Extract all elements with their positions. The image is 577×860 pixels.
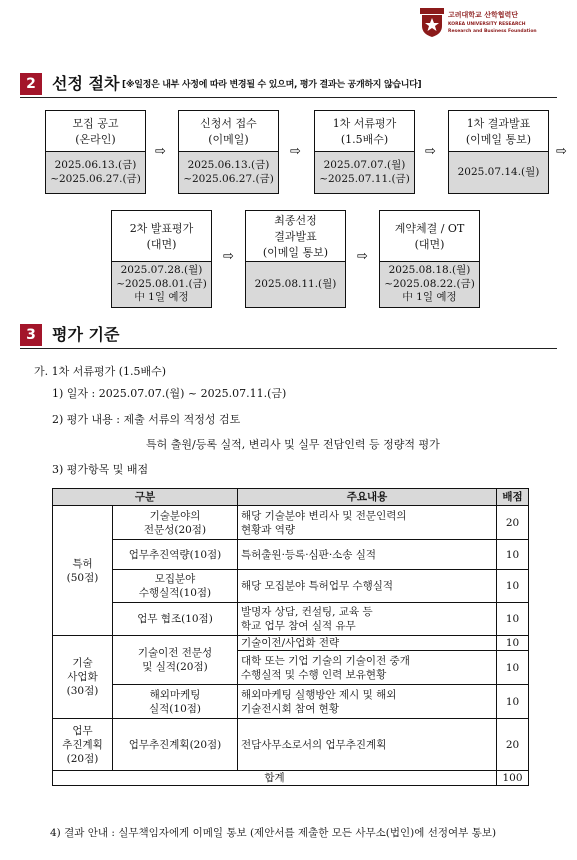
process-step xyxy=(178,110,279,194)
item-cell xyxy=(113,636,238,685)
description-cell-line: 수행실적 및 수행 인력 보유현황 xyxy=(241,668,387,681)
step-title-line: 최종선정 xyxy=(274,214,317,227)
item-cell-line: 기술분야의 xyxy=(149,509,201,522)
category-cell-line: 기술 xyxy=(72,657,93,669)
step-date-line: ~2025.06.27.(금) xyxy=(183,172,274,185)
item-cell xyxy=(113,685,238,719)
item-cell-line: 실적(10점) xyxy=(149,702,201,715)
description-cell-line: 해당 기술분야 변리사 및 전문인력의 xyxy=(241,509,407,522)
step-date-line: 中 1일 예정 xyxy=(402,291,457,304)
step-dates xyxy=(380,261,479,307)
right-arrow-icon: ⇨ xyxy=(425,144,436,159)
item-cell-line: 수행실적(10점) xyxy=(138,587,212,599)
description-cell xyxy=(238,506,497,540)
description-cell xyxy=(238,719,497,771)
category-cell-line: (30점) xyxy=(66,685,99,697)
table-row xyxy=(53,570,529,603)
item-cell-line: 전문성(20점) xyxy=(143,523,207,536)
step-title-line: (1.5배수) xyxy=(340,133,389,146)
header-points: 배점 xyxy=(497,489,529,506)
section-title: 평가 기준 xyxy=(52,325,120,344)
item-cell xyxy=(113,506,238,540)
item-cell-line: 업무추진계획(20점) xyxy=(128,738,222,751)
category-cell-line: 업무 xyxy=(72,724,93,737)
item-cell-line: 모집분야 xyxy=(154,573,196,585)
logo-name-en1: KOREA UNIVERSITY RESEARCH xyxy=(448,22,526,27)
eval-content-cont: 특허 출원/등록 실적, 변리사 및 실무 전담인력 등 정량적 평가 xyxy=(146,438,440,451)
category-cell xyxy=(53,506,113,636)
header-category: 구분 xyxy=(53,489,238,506)
step-title-line: 모집 공고 xyxy=(72,117,119,130)
step-title-line: 신청서 접수 xyxy=(200,117,257,130)
step-date-line: 2025.08.11.(월) xyxy=(254,277,337,290)
item-cell-line: 기술이전 전문성 xyxy=(137,647,213,659)
item-cell-line: 업무추진역량(10점) xyxy=(128,548,222,561)
step-date-line: 2025.06.13.(금) xyxy=(187,159,270,171)
table-row xyxy=(53,506,529,540)
step-date-line: 中 1일 예정 xyxy=(134,291,189,304)
section-rule xyxy=(20,348,557,349)
right-arrow-icon: ⇨ xyxy=(155,144,166,159)
points-cell: 10 xyxy=(497,651,529,685)
table-row xyxy=(53,719,529,771)
category-cell-line: (50점) xyxy=(66,571,99,584)
step-dates xyxy=(315,151,414,193)
points-cell: 10 xyxy=(497,540,529,570)
table-row xyxy=(53,636,529,651)
step-dates xyxy=(46,151,145,193)
category-cell-line: 특허 xyxy=(72,557,93,570)
right-arrow-icon: ⇨ xyxy=(357,249,368,264)
step-title xyxy=(449,111,548,153)
description-cell-line: 발명자 상담, 컨설팅, 교육 등 xyxy=(241,606,373,618)
item-cell-line: 해외마케팅 xyxy=(149,688,201,701)
process-step xyxy=(314,110,415,194)
points-cell: 20 xyxy=(497,719,529,771)
step-title-line: 1차 서류평가 xyxy=(332,117,397,130)
description-cell xyxy=(238,651,497,685)
step-title-line: (대면) xyxy=(414,238,445,251)
step-date-line: 2025.06.13.(금) xyxy=(54,159,137,171)
item-cell xyxy=(113,540,238,570)
step-title xyxy=(179,111,278,153)
step-title xyxy=(112,211,211,263)
points-cell: 10 xyxy=(497,570,529,603)
table-header-row xyxy=(53,489,529,506)
schedule-note: [※일정은 내부 사정에 따라 변경될 수 있으며, 평가 결과는 공개하지 않습니다] xyxy=(122,80,422,90)
total-points: 100 xyxy=(497,771,529,786)
table-row xyxy=(53,685,529,719)
table-row xyxy=(53,540,529,570)
step-title xyxy=(315,111,414,153)
category-cell xyxy=(53,636,113,719)
points-cell: 10 xyxy=(497,603,529,636)
step-title-line: (이메일 통보) xyxy=(262,246,329,259)
right-arrow-icon: ⇨ xyxy=(556,144,567,159)
points-cell: 10 xyxy=(497,685,529,719)
description-cell-line: 기술전시회 참여 현황 xyxy=(241,702,339,715)
logo-name-en2: Research and Business Foundation xyxy=(448,29,537,34)
result-notice: 4) 결과 안내 : 실무책임자에게 이메일 통보 (제안서를 제출한 모든 사무소(법인)에 선정여부 통보) xyxy=(50,827,497,839)
right-arrow-icon: ⇨ xyxy=(290,144,301,159)
step-dates xyxy=(179,151,278,193)
foundation-logo xyxy=(420,6,572,42)
step-title-line: (온라인) xyxy=(75,133,116,146)
process-step xyxy=(245,210,346,308)
category-cell-line: (20점) xyxy=(66,752,99,765)
eval-content: 2) 평가 내용 : 제출 서류의 적정성 검토 xyxy=(52,413,241,426)
description-cell xyxy=(238,603,497,636)
points-cell: 20 xyxy=(497,506,529,540)
step-dates xyxy=(246,261,345,307)
item-cell-line: 업무 협조(10점) xyxy=(137,613,213,625)
step-title-line: 계약체결 / OT xyxy=(394,222,465,235)
step-title-line: 1차 결과발표 xyxy=(466,117,531,130)
step-dates xyxy=(449,151,548,193)
step-title-line: 결과발표 xyxy=(274,230,317,243)
description-cell-line: 특허출원·등록·심판·소송 실적 xyxy=(241,548,377,561)
description-cell-line: 학교 업무 참여 실적 유무 xyxy=(241,620,356,632)
section-2-header xyxy=(20,73,557,97)
item-cell xyxy=(113,570,238,603)
logo-name-kr: 고려대학교 산학협력단 xyxy=(448,11,519,19)
description-cell-line: 대학 또는 기업 기술의 기술이전 중개 xyxy=(241,654,410,667)
step-date-line: ~2025.06.27.(금) xyxy=(50,172,141,185)
description-cell-line: 해당 모집분야 특허업무 수행실적 xyxy=(241,580,394,592)
description-cell xyxy=(238,570,497,603)
step-date-line: 2025.08.18.(월) xyxy=(388,264,471,277)
description-cell-line: 현황과 역량 xyxy=(241,523,296,536)
category-cell-line: 추진계획 xyxy=(62,738,103,751)
item-cell xyxy=(113,719,238,771)
category-cell-line: 사업화 xyxy=(67,671,98,683)
step-date-line: ~2025.08.22.(금) xyxy=(384,277,475,290)
section-number: 3 xyxy=(20,324,42,346)
eval-items-heading: 3) 평가항목 및 배점 xyxy=(52,463,149,476)
eval-heading: 가. 1차 서류평가 (1.5배수) xyxy=(34,365,167,378)
description-cell xyxy=(238,540,497,570)
university-seal-icon xyxy=(420,8,444,38)
header-content: 주요내용 xyxy=(238,489,497,506)
step-dates xyxy=(112,261,211,307)
step-date-line: 2025.07.28.(월) xyxy=(120,264,203,277)
total-label: 합계 xyxy=(53,771,497,786)
description-cell-line: 전담사무소로서의 업무추진계획 xyxy=(241,738,387,751)
points-cell: 10 xyxy=(497,636,529,651)
section-number: 2 xyxy=(20,73,42,95)
description-cell-line: 해외마케팅 실행방안 제시 및 해외 xyxy=(241,688,397,701)
process-step xyxy=(379,210,480,308)
step-title-line: (대면) xyxy=(146,238,177,251)
right-arrow-icon: ⇨ xyxy=(223,249,234,264)
process-step xyxy=(45,110,146,194)
step-date-line: ~2025.08.01.(금) xyxy=(116,277,207,290)
step-date-line: 2025.07.07.(월) xyxy=(323,159,406,171)
step-title-line: (이메일 통보) xyxy=(465,133,532,146)
description-cell-line: 기술이전/사업화 전략 xyxy=(241,637,340,649)
eval-date: 1) 일자 : 2025.07.07.(월) ~ 2025.07.11.(금) xyxy=(52,387,287,400)
step-title xyxy=(380,211,479,263)
step-date-line: 2025.07.14.(월) xyxy=(457,165,540,178)
table-total-row xyxy=(53,771,529,786)
section-title: 선정 절차 xyxy=(52,74,120,93)
category-cell xyxy=(53,719,113,771)
process-step xyxy=(448,110,549,194)
step-title xyxy=(46,111,145,153)
item-cell xyxy=(113,603,238,636)
step-title-line: (이메일) xyxy=(208,133,249,146)
item-cell-line: 및 실적(20점) xyxy=(142,661,208,673)
table-row xyxy=(53,603,529,636)
step-title-line: 2차 발표평가 xyxy=(129,222,194,235)
step-date-line: ~2025.07.11.(금) xyxy=(319,172,410,185)
description-cell xyxy=(238,636,497,651)
evaluation-criteria-table xyxy=(52,488,529,786)
section-rule xyxy=(20,97,557,98)
section-3-header xyxy=(20,324,557,348)
process-step xyxy=(111,210,212,308)
step-title xyxy=(246,211,345,263)
description-cell xyxy=(238,685,497,719)
